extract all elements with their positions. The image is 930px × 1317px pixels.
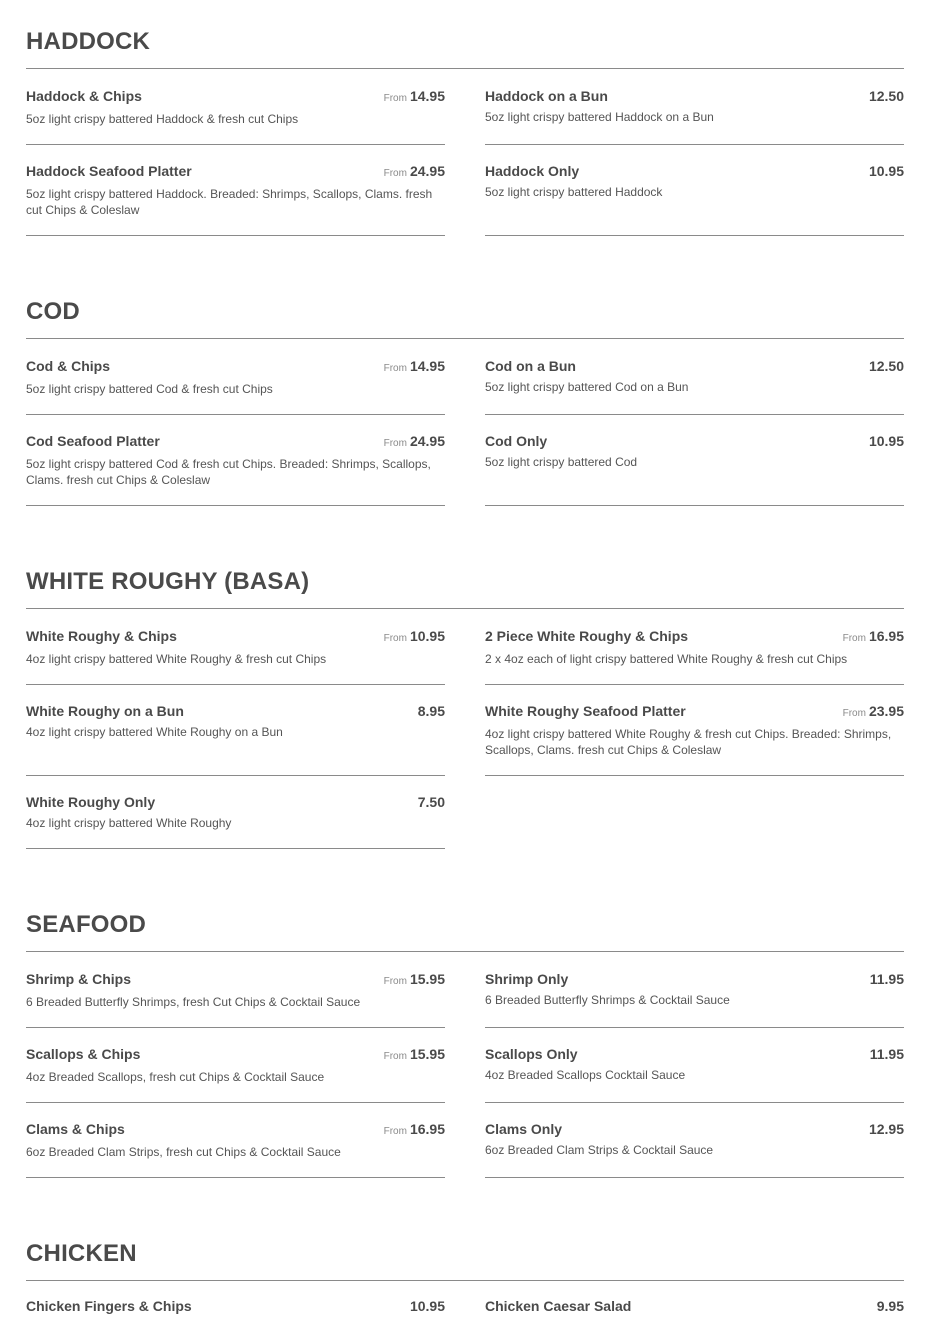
item-description: 5oz light crispy battered Cod & fresh cut Chips — [26, 382, 273, 396]
item-description: 6oz Breaded Clam Strips, fresh cut Chips & Cocktail Sauce — [26, 1145, 341, 1159]
item-description: 2 x 4oz each of light crispy battered White Roughy & fresh cut Chips — [485, 652, 848, 666]
item-name: Haddock & Chips — [26, 88, 142, 104]
item-description: 4oz light crispy battered White Roughy & fresh cut Chips — [26, 652, 327, 666]
item-price — [867, 971, 904, 990]
price-value: 24.95 — [409, 163, 445, 179]
price-value: 24.95 — [409, 433, 445, 449]
price-value: 10.95 — [868, 433, 904, 449]
item-name: Scallops Only — [485, 1046, 578, 1062]
price-from-label: From — [383, 93, 407, 104]
item-divider — [485, 144, 904, 145]
item-price — [384, 358, 445, 377]
price-value: 12.50 — [868, 88, 904, 104]
item-name: Haddock Only — [485, 163, 580, 179]
price-value: 12.50 — [868, 358, 904, 374]
item-divider — [485, 414, 904, 415]
item-description: 5oz light crispy battered Haddock — [485, 185, 663, 199]
item-price — [384, 88, 445, 107]
item-price — [384, 1046, 445, 1065]
item-name: Chicken Fingers & Chips — [26, 1298, 192, 1314]
section-divider — [26, 951, 904, 952]
item-divider — [485, 1177, 904, 1178]
item-name: Cod on a Bun — [485, 358, 576, 374]
item-divider — [26, 1027, 445, 1028]
price-from-label: From — [842, 633, 866, 644]
price-from-label: From — [383, 633, 407, 644]
item-price — [384, 1121, 445, 1140]
item-name: Clams & Chips — [26, 1121, 125, 1137]
price-value: 10.95 — [409, 628, 445, 644]
item-name: Haddock on a Bun — [485, 88, 608, 104]
section-divider — [26, 68, 904, 69]
price-from-label: From — [842, 708, 866, 719]
item-price — [866, 358, 904, 377]
item-name: Clams Only — [485, 1121, 563, 1137]
section-divider — [26, 608, 904, 609]
price-value: 9.95 — [876, 1298, 904, 1314]
item-name: Shrimp Only — [485, 971, 569, 987]
item-description: 6oz Breaded Clam Strips & Cocktail Sauce — [485, 1143, 714, 1157]
item-description: 5oz light crispy battered Cod — [485, 455, 638, 469]
item-divider — [26, 1177, 445, 1178]
price-value: 15.95 — [409, 971, 445, 987]
item-description: 4oz light crispy battered White Roughy & fresh cut Chips. Breaded: Shrimps, Scallops, Clams. fresh cut Chips & Coleslaw — [485, 727, 892, 757]
item-price — [415, 703, 445, 722]
price-from-label: From — [383, 363, 407, 374]
item-price — [867, 1046, 904, 1065]
item-divider — [485, 235, 904, 236]
item-price — [407, 1298, 445, 1317]
item-description: 4oz light crispy battered White Roughy — [26, 816, 232, 830]
item-divider — [26, 235, 445, 236]
item-divider — [26, 684, 445, 685]
price-value: 23.95 — [868, 703, 904, 719]
item-price — [866, 433, 904, 452]
price-from-label: From — [383, 168, 407, 179]
item-divider — [485, 505, 904, 506]
section-divider — [26, 338, 904, 339]
item-description: 5oz light crispy battered Haddock & fresh cut Chips — [26, 112, 299, 126]
price-value: 16.95 — [409, 1121, 445, 1137]
item-price — [384, 628, 445, 647]
item-description: 4oz light crispy battered White Roughy on a Bun — [26, 725, 283, 739]
price-value: 10.95 — [868, 163, 904, 179]
price-value: 14.95 — [409, 358, 445, 374]
item-name: Cod & Chips — [26, 358, 110, 374]
item-name: Scallops & Chips — [26, 1046, 141, 1062]
item-price — [866, 1121, 904, 1140]
item-description: 5oz light crispy battered Cod & fresh cut Chips. Breaded: Shrimps, Scallops, Clams. fresh cut Chips & Coleslaw — [26, 457, 431, 487]
price-value: 14.95 — [409, 88, 445, 104]
item-divider — [26, 1102, 445, 1103]
item-divider — [485, 1102, 904, 1103]
item-price — [874, 1298, 904, 1317]
section-title: HADDOCK — [26, 28, 151, 55]
item-name: Cod Only — [485, 433, 548, 449]
item-divider — [26, 505, 445, 506]
price-from-label: From — [383, 1051, 407, 1062]
item-name: Cod Seafood Platter — [26, 433, 160, 449]
price-value: 10.95 — [409, 1298, 445, 1314]
item-divider — [485, 775, 904, 776]
item-description: 5oz light crispy battered Cod on a Bun — [485, 380, 689, 394]
item-price — [843, 628, 904, 647]
section-title: CHICKEN — [26, 1240, 137, 1267]
item-description: 4oz Breaded Scallops, fresh cut Chips & Cocktail Sauce — [26, 1070, 325, 1084]
price-value: 16.95 — [868, 628, 904, 644]
item-name: White Roughy Only — [26, 794, 156, 810]
price-value: 11.95 — [869, 1046, 904, 1062]
price-from-label: From — [383, 976, 407, 987]
section-title: WHITE ROUGHY (BASA) — [26, 568, 310, 595]
item-price — [866, 88, 904, 107]
item-description: 6 Breaded Butterfly Shrimps & Cocktail Sauce — [485, 993, 730, 1007]
item-price — [843, 703, 904, 722]
item-divider — [26, 775, 445, 776]
item-divider — [26, 144, 445, 145]
item-description: 4oz Breaded Scallops Cocktail Sauce — [485, 1068, 686, 1082]
item-description: 5oz light crispy battered Haddock. Breaded: Shrimps, Scallops, Clams. fresh cut Chips & Coleslaw — [26, 187, 433, 217]
section-title: COD — [26, 298, 80, 325]
item-description: 5oz light crispy battered Haddock on a Bun — [485, 110, 714, 124]
item-name: White Roughy & Chips — [26, 628, 177, 644]
section-divider — [26, 1280, 904, 1281]
price-value: 11.95 — [869, 971, 904, 987]
item-name: Chicken Caesar Salad — [485, 1298, 632, 1314]
price-from-label: From — [383, 438, 407, 449]
price-value: 7.50 — [417, 794, 445, 810]
item-name: White Roughy on a Bun — [26, 703, 184, 719]
item-name: Shrimp & Chips — [26, 971, 132, 987]
item-name: Haddock Seafood Platter — [26, 163, 192, 179]
item-price — [384, 163, 445, 182]
item-divider — [26, 848, 445, 849]
price-value: 8.95 — [417, 703, 445, 719]
item-price — [866, 163, 904, 182]
item-description: 6 Breaded Butterfly Shrimps, fresh Cut Chips & Cocktail Sauce — [26, 995, 361, 1009]
price-value: 12.95 — [868, 1121, 904, 1137]
section-title: SEAFOOD — [26, 911, 147, 938]
item-price — [384, 433, 445, 452]
item-divider — [26, 414, 445, 415]
item-name: White Roughy Seafood Platter — [485, 703, 686, 719]
item-name: 2 Piece White Roughy & Chips — [485, 628, 689, 644]
item-divider — [485, 1027, 904, 1028]
price-from-label: From — [383, 1126, 407, 1137]
item-divider — [485, 684, 904, 685]
item-price — [384, 971, 445, 990]
price-value: 15.95 — [409, 1046, 445, 1062]
item-price — [415, 794, 445, 813]
